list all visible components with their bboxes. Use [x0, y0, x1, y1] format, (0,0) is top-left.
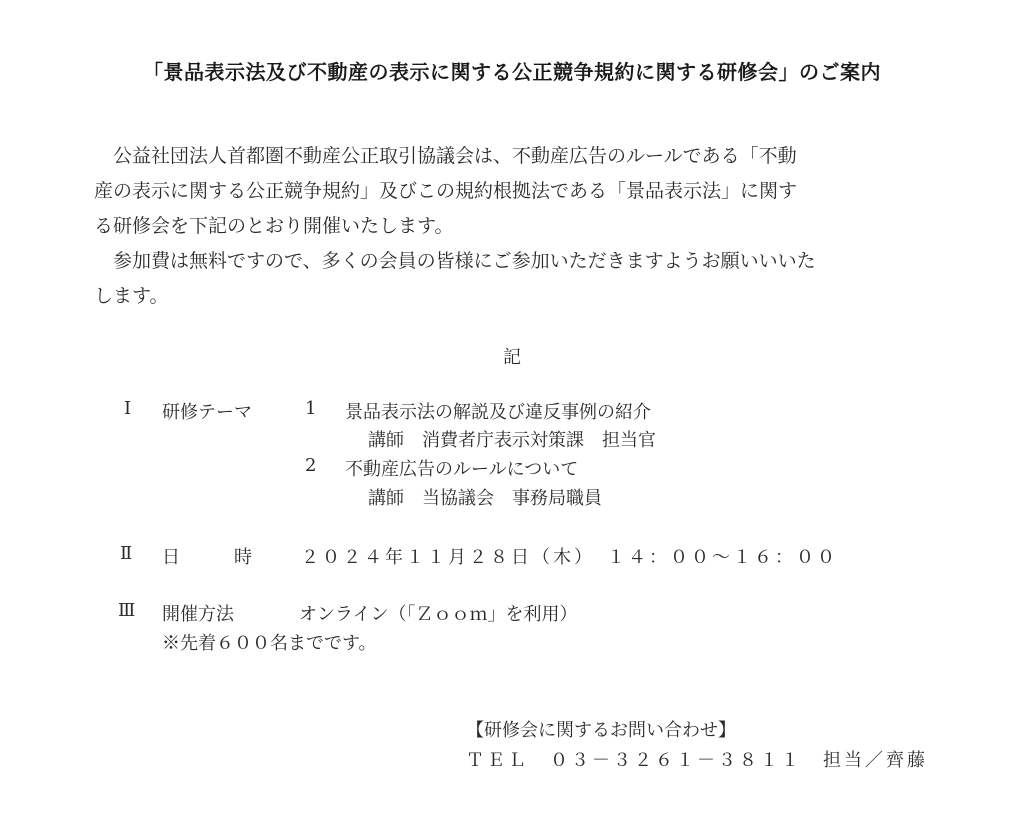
- section-1-item-1-text: 景品表示法の解説及び違反事例の紹介: [345, 402, 651, 423]
- intro-line: します。: [94, 285, 169, 307]
- section-2-datetime: ２０２４年１１月２８日（木） １４：００～１６：００: [301, 547, 838, 568]
- section-1-numeral: Ⅰ: [124, 398, 132, 419]
- section-1-item-2-number: 2: [305, 455, 317, 476]
- section-3-method: オンライン（「Ｚｏｏｍ」を利用）: [299, 604, 578, 625]
- contact-phone: ＴＥＬ ０３－３２６１－３８１１ 担当／齊藤: [466, 750, 928, 771]
- section-2-label-first: 日: [162, 547, 180, 568]
- section-3-note: ※先着６００名までです。: [162, 633, 377, 654]
- intro-line: 参加費は無料ですので、多くの会員の皆様にご参加いただきますようお願いいいた: [113, 250, 816, 272]
- section-1-item-1-number: 1: [305, 398, 317, 419]
- ki-heading: 記: [503, 347, 521, 368]
- section-1-label: 研修テーマ: [162, 402, 252, 423]
- intro-line: 公益社団法人首都圏不動産公正取引協議会は、不動産広告のルールである「不動: [113, 145, 797, 167]
- section-2-label-second: 時: [234, 547, 252, 568]
- section-1-item-2-text: 不動産広告のルールについて: [345, 459, 579, 480]
- section-3-label: 開催方法: [162, 604, 234, 625]
- section-2-numeral: Ⅱ: [120, 543, 133, 564]
- intro-line: 産の表示に関する公正競争規約」及びこの規約根拠法である「景品表示法」に関す: [94, 180, 798, 202]
- intro-line: る研修会を下記のとおり開催いたします。: [94, 215, 454, 237]
- contact-heading: 【研修会に関するお問い合わせ】: [466, 720, 736, 741]
- section-1-item-1-lecturer: 講師 消費者庁表示対策課 担当官: [368, 430, 656, 451]
- intro-paragraph: [94, 139, 924, 314]
- section-3-numeral: Ⅲ: [118, 600, 136, 621]
- document-title: 「景品表示法及び不動産の表示に関する公正競争規約に関する研修会」のご案内: [143, 60, 881, 84]
- section-1-item-2-lecturer: 講師 当協議会 事務局職員: [368, 488, 602, 509]
